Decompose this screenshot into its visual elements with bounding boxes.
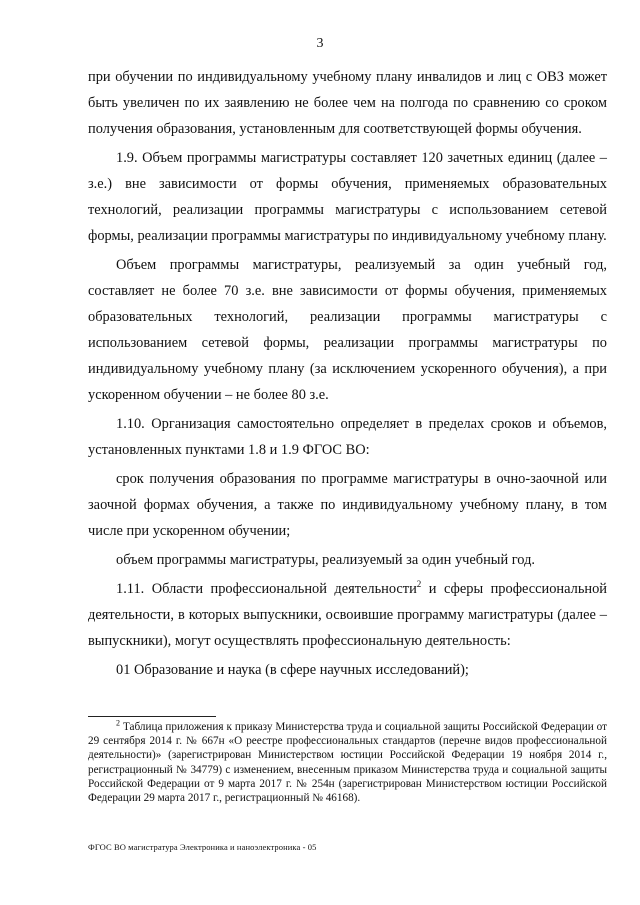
- footnote-reference: 2: [416, 579, 422, 590]
- paragraph-annual-volume: Объем программы магистратуры, реализуемый за один учебный год, составляет не более 70 з.е. вне зависимости от формы обучения, применяемых образовательных технологий, реализации программы магистратуры с использованием сетевой формы, реализации программы магистратуры по индивидуальному учебному плану (за исключением ускоренного обучения), а при ускоренном обучении – не более 80 з.е.: [88, 257, 607, 403]
- footnote: [88, 720, 607, 805]
- paragraph-1-9: 1.9. Объем программы магистратуры составляет 120 зачетных единиц (далее – з.е.) вне зависимости от формы обучения, применяемых образовательных технологий, реализации программы магистратуры с использованием сетевой формы, реализации программы магистратуры по индивидуальному учебному плану.: [88, 150, 607, 244]
- paragraph-continuation: при обучении по индивидуальному учебному плану инвалидов и лиц с ОВЗ может быть увеличен по их заявлению не более чем на полгода по сравнению со сроком получения образования, установленным для соответствующей формы обучения.: [88, 69, 607, 137]
- paragraph-1-11-start: 1.11. Области профессиональной деятельности: [116, 581, 417, 597]
- footnote-text: Таблица приложения к приказу Министерства труда и социальной защиты Российской Федерации от 29 сентября 2014 г. № 667н «О реестре профессиональных стандартов (перечне видов профессиональной деятельности)» (зарегистрирован Министерством юстиции Российской Федерации 19 ноября 2014 г., регистрационный № 34779) с изменением, внесенным приказом Министерства труда и социальной защиты Российской Федерации от 9 марта 2017 г. № 254н (зарегистрирован Министерством юстиции Российской Федерации 29 марта 2017 г., регистрационный № 46168).: [88, 721, 607, 805]
- paragraph-term-item: срок получения образования по программе магистратуры в очно-заочной или заочной формах обучения, а также по индивидуальному учебному плану, в том числе при ускоренном обучении;: [88, 471, 607, 539]
- paragraph-1-11-end: и сферы профессиональной деятельности, в которых выпускники, освоившие программу магистратуры (далее – выпускники), могут осуществлять профессиональную деятельность:: [88, 581, 607, 649]
- page-number: 3: [316, 36, 324, 51]
- page-footer: ФГОС ВО магистратура Электроника и наноэлектроника - 05: [88, 842, 317, 852]
- footnote-marker: 2: [116, 718, 120, 728]
- document-body: [88, 64, 607, 686]
- paragraph-volume-item: объем программы магистратуры, реализуемый за один учебный год.: [116, 552, 535, 568]
- paragraph-area-01: 01 Образование и наука (в сфере научных исследований);: [116, 662, 469, 678]
- paragraph-1-11: [88, 576, 607, 654]
- footnote-separator: [88, 716, 216, 717]
- paragraph-1-10: 1.10. Организация самостоятельно определяет в пределах сроков и объемов, установленных пунктами 1.8 и 1.9 ФГОС ВО:: [88, 416, 607, 458]
